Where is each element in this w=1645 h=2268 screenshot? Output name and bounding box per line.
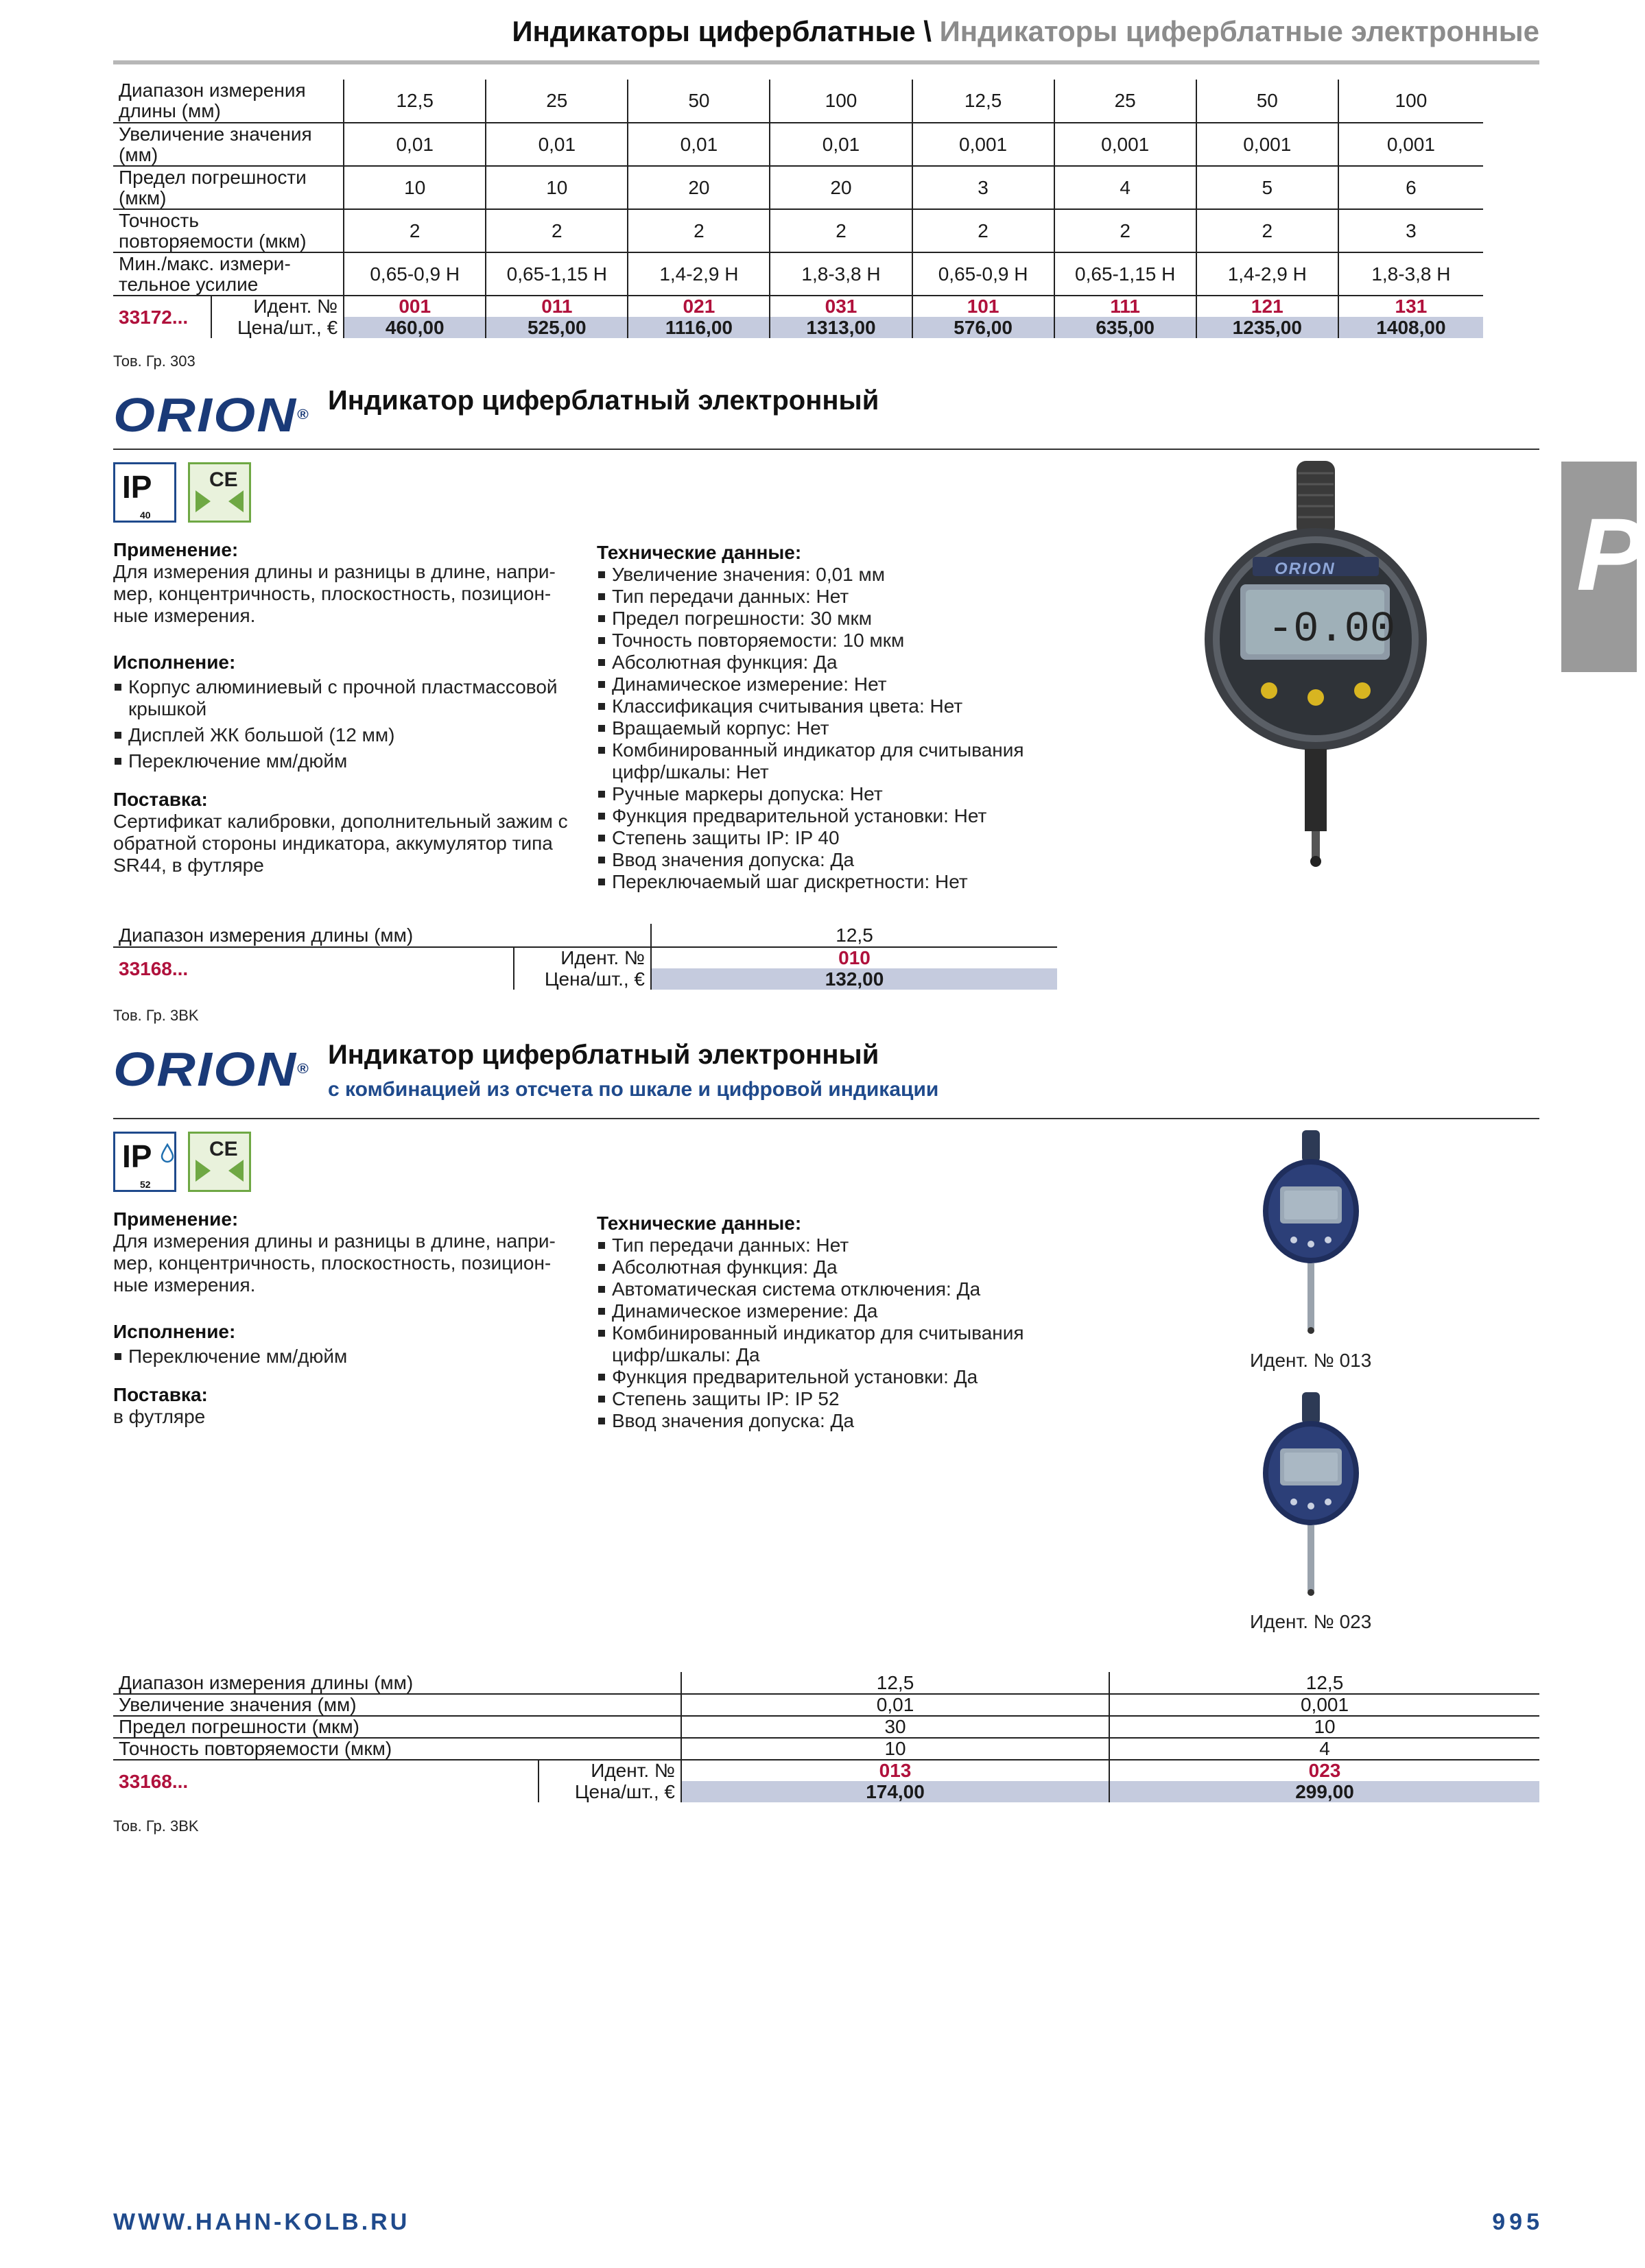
ident-number: 131 [1338,296,1483,317]
image-caption: Идент. № 023 [1250,1611,1372,1632]
table-cell: 6 [1338,166,1483,209]
ident-label: Идент. № [514,947,651,968]
table-cell: 10 [1109,1716,1539,1738]
table-cell: 0,65-0,9 Н [912,252,1054,296]
digital-indicator-image-013 [1259,1130,1362,1336]
table-cell: 4 [1109,1738,1539,1760]
price-label: Цена/шт., € [211,317,344,338]
table-cell: 0,001 [1196,123,1338,166]
product-rule [113,1118,1539,1119]
price-value: 299,00 [1109,1781,1539,1802]
price-value: 460,00 [344,317,486,338]
brand-logo: ORION® [113,388,310,442]
ip-rating-badge [113,1132,176,1192]
table-row [113,1672,1539,1694]
ce-arrows-icon [190,1134,249,1190]
row-label: Мин./макс. измери-тельное усилие [113,252,344,296]
price-value: 1408,00 [1338,317,1483,338]
table-cell: 1,4-2,9 Н [628,252,770,296]
ident-number: 021 [628,296,770,317]
ident-number: 010 [651,947,1057,968]
table-cell: 2 [344,209,486,252]
product-title: Индикатор циферблатный электронный [328,1040,879,1070]
page-header [512,15,1539,48]
table-cell: 12,5 [1109,1672,1539,1694]
list-item: Дисплей ЖК большой (12 мм) [113,724,580,746]
ip-number: 40 [140,510,151,521]
list-item: Ввод значения допуска: Да [597,849,1050,871]
price-value: 1313,00 [770,317,912,338]
tech-heading: Технические данные: [597,1213,802,1234]
table-cell: 3 [1338,209,1483,252]
price-label: Цена/шт., € [539,1781,681,1802]
price-value: 132,00 [651,968,1057,990]
table-cell: 2 [628,209,770,252]
application-heading: Применение: [113,1208,239,1230]
price-value: 174,00 [681,1781,1109,1802]
list-item: Абсолютная функция: Да [597,652,1050,673]
article-number: 33168... [119,957,189,979]
ident-row [113,1760,1539,1781]
design-list [113,676,580,772]
list-item: Переключение мм/дюйм [113,750,580,772]
table-cell: 100 [1338,80,1483,123]
table-cell: 0,01 [628,123,770,166]
application-text: Для измерения длины и разницы в длине, напри-мер, концентричность, плоскостность, позицион-ные измерения. [113,1230,556,1296]
table-cell: 12,5 [681,1672,1109,1694]
brand-logo: ORION® [113,1042,310,1096]
website-link[interactable]: WWW.HAHN-KOLB.RU [113,2209,410,2235]
table-cell: 0,001 [912,123,1054,166]
water-drop-icon [161,1143,174,1161]
ce-mark-badge [188,1132,251,1192]
tech-heading: Технические данные: [597,542,802,563]
row-label: Предел погрешности (мкм) [113,166,344,209]
application-heading: Применение: [113,539,239,560]
delivery-text: в футляре [113,1406,206,1427]
list-item: Степень защиты IP: IP 52 [597,1388,1050,1410]
table-cell: 12,5 [344,80,486,123]
gauge-brand-label: ORION [1275,560,1336,578]
header-separator: \ [923,15,932,47]
table-row [113,924,1057,947]
list-item: Ввод значения допуска: Да [597,1410,1050,1432]
list-item: Функция предварительной установки: Да [597,1366,1050,1388]
table-cell: 4 [1054,166,1196,209]
list-item: Корпус алюминиевый с прочной пластмассовой крышкой [113,676,580,720]
list-item: Функция предварительной установки: Нет [597,805,1050,827]
ident-number: 001 [344,296,486,317]
price-value: 1235,00 [1196,317,1338,338]
table-row [113,1716,1539,1738]
table-cell: 5 [1196,166,1338,209]
svg-text:-0.00: -0.00 [1268,605,1396,654]
table-row [113,166,1483,209]
table-cell: 20 [770,166,912,209]
list-item: Классификация считывания цвета: Нет [597,695,1050,717]
table-row [113,123,1483,166]
list-item: Предел погрешности: 30 мкм [597,608,1050,630]
article-number: 33168... [119,1770,189,1792]
product-subtitle: с комбинацией из отсчета по шкале и цифровой индикации [328,1078,939,1101]
section-tab[interactable] [1561,462,1645,672]
price-value: 1116,00 [628,317,770,338]
table-cell: 20 [628,166,770,209]
price-value: 635,00 [1054,317,1196,338]
table-row [113,1738,1539,1760]
table-cell: 1,8-3,8 Н [1338,252,1483,296]
table-cell: 25 [486,80,628,123]
list-item: Абсолютная функция: Да [597,1256,1050,1278]
table-row [113,252,1483,296]
table-cell: 2 [1196,209,1338,252]
table-cell: 10 [486,166,628,209]
table-cell: 3 [912,166,1054,209]
ident-number: 031 [770,296,912,317]
ip-rating-badge [113,462,176,523]
section-tab-letter: P [1576,497,1645,612]
ident-row [113,947,1057,968]
dial-indicator-image [1200,461,1427,872]
delivery-text: Сертификат калибровки, дополнительный зажим с обратной стороны индикатора, аккумулятор типа SR44, в футляре [113,811,568,876]
design-heading: Исполнение: [113,1321,236,1342]
table-cell: 50 [628,80,770,123]
design-heading: Исполнение: [113,652,236,673]
list-item: Тип передачи данных: Нет [597,1234,1050,1256]
table-cell: 0,001 [1338,123,1483,166]
ip-label: IP [122,1138,152,1174]
delivery-heading: Поставка: [113,1384,208,1405]
product2-tech-column [597,1213,1050,1432]
header-category: Индикаторы циферблатные [512,15,916,47]
ident-number: 011 [486,296,628,317]
image-caption: Идент. № 013 [1250,1350,1372,1371]
order-table-33168-b [113,1672,1539,1802]
table-row [113,80,1483,123]
ce-label: CE [209,1138,238,1160]
ident-number: 013 [681,1760,1109,1781]
product2-left-column [113,1208,580,1428]
table-cell: 2 [486,209,628,252]
ce-arrows-icon [190,464,249,521]
product1-left-column [113,539,580,876]
ident-number: 111 [1054,296,1196,317]
table-cell: 10 [681,1738,1109,1760]
table-row [113,1694,1539,1716]
table-cell: 25 [1054,80,1196,123]
list-item: Комбинированный индикатор для считывания цифр/шкалы: Нет [597,739,1050,783]
ident-number: 023 [1109,1760,1539,1781]
article-number: 33172... [119,306,189,328]
product-group: Тов. Гр. 303 [113,353,196,370]
row-label: Предел погрешности (мкм) [113,1716,681,1738]
product-rule [113,449,1539,450]
table-cell: 2 [912,209,1054,252]
page-number: 995 [1492,2209,1543,2235]
price-row [113,317,1483,338]
table-cell: 2 [770,209,912,252]
table-cell: 10 [344,166,486,209]
ident-number: 101 [912,296,1054,317]
ip-label: IP [122,469,152,505]
list-item: Комбинированный индикатор для считывания цифр/шкалы: Да [597,1322,1050,1366]
ip-number: 52 [140,1179,151,1190]
design-list [113,1346,580,1368]
order-table-33168-a [113,924,1057,990]
ce-mark-badge [188,462,251,523]
product-title: Индикатор циферблатный электронный [328,385,879,416]
table-cell: 0,65-1,15 Н [1054,252,1196,296]
application-text: Для измерения длины и разницы в длине, напри-мер, концентричность, плоскостность, позицион-ные измерения. [113,561,556,626]
table-cell: 12,5 [912,80,1054,123]
list-item: Тип передачи данных: Нет [597,586,1050,608]
header-rule [113,60,1539,64]
list-item: Ручные маркеры допуска: Нет [597,783,1050,805]
price-value: 525,00 [486,317,628,338]
ce-label: CE [209,468,238,491]
table-cell: 0,65-1,15 Н [486,252,628,296]
delivery-heading: Поставка: [113,789,208,810]
table-cell: 0,01 [344,123,486,166]
ident-row [113,296,1483,317]
table-row [113,209,1483,252]
table-cell: 2 [1054,209,1196,252]
list-item: Степень защиты IP: IP 40 [597,827,1050,849]
table-cell: 0,01 [486,123,628,166]
row-label: Точность повторяемости (мкм) [113,209,344,252]
price-value: 576,00 [912,317,1054,338]
list-item: Автоматическая система отключения: Да [597,1278,1050,1300]
list-item: Точность повторяемости: 10 мкм [597,630,1050,652]
row-label: Точность повторяемости (мкм) [113,1738,681,1760]
table-cell: 100 [770,80,912,123]
list-item: Увеличение значения: 0,01 мм [597,564,1050,586]
table-cell: 1,4-2,9 Н [1196,252,1338,296]
product1-tech-column [597,542,1050,893]
header-subcategory: Индикаторы циферблатные электронные [939,15,1539,47]
price-label: Цена/шт., € [514,968,651,990]
table-cell: 0,01 [770,123,912,166]
list-item: Переключение мм/дюйм [113,1346,580,1368]
tech-list [597,564,1050,893]
spec-table-33172 [113,80,1483,338]
list-item: Вращаемый корпус: Нет [597,717,1050,739]
product-group: Тов. Гр. 3BK [113,1007,199,1024]
row-label: Увеличение значения (мм) [113,1694,681,1716]
table-cell: 0,001 [1109,1694,1539,1716]
row-label: Диапазон измерения длины (мм) [113,80,344,123]
ident-label: Идент. № [211,296,344,317]
ident-number: 121 [1196,296,1338,317]
table-cell: 12,5 [651,924,1057,947]
row-label: Увеличение значения (мм) [113,123,344,166]
row-label: Диапазон измерения длины (мм) [113,1672,681,1694]
table-cell: 0,001 [1054,123,1196,166]
list-item: Динамическое измерение: Да [597,1300,1050,1322]
list-item: Динамическое измерение: Нет [597,673,1050,695]
table-cell: 50 [1196,80,1338,123]
list-item: Переключаемый шаг дискретности: Нет [597,871,1050,893]
row-label: Диапазон измерения длины (мм) [113,924,651,947]
table-cell: 0,65-0,9 Н [344,252,486,296]
tech-list [597,1234,1050,1432]
digital-indicator-image-023 [1259,1392,1362,1598]
ident-label: Идент. № [539,1760,681,1781]
table-cell: 0,01 [681,1694,1109,1716]
table-cell: 1,8-3,8 Н [770,252,912,296]
table-cell: 30 [681,1716,1109,1738]
product-group: Тов. Гр. 3BK [113,1817,199,1835]
